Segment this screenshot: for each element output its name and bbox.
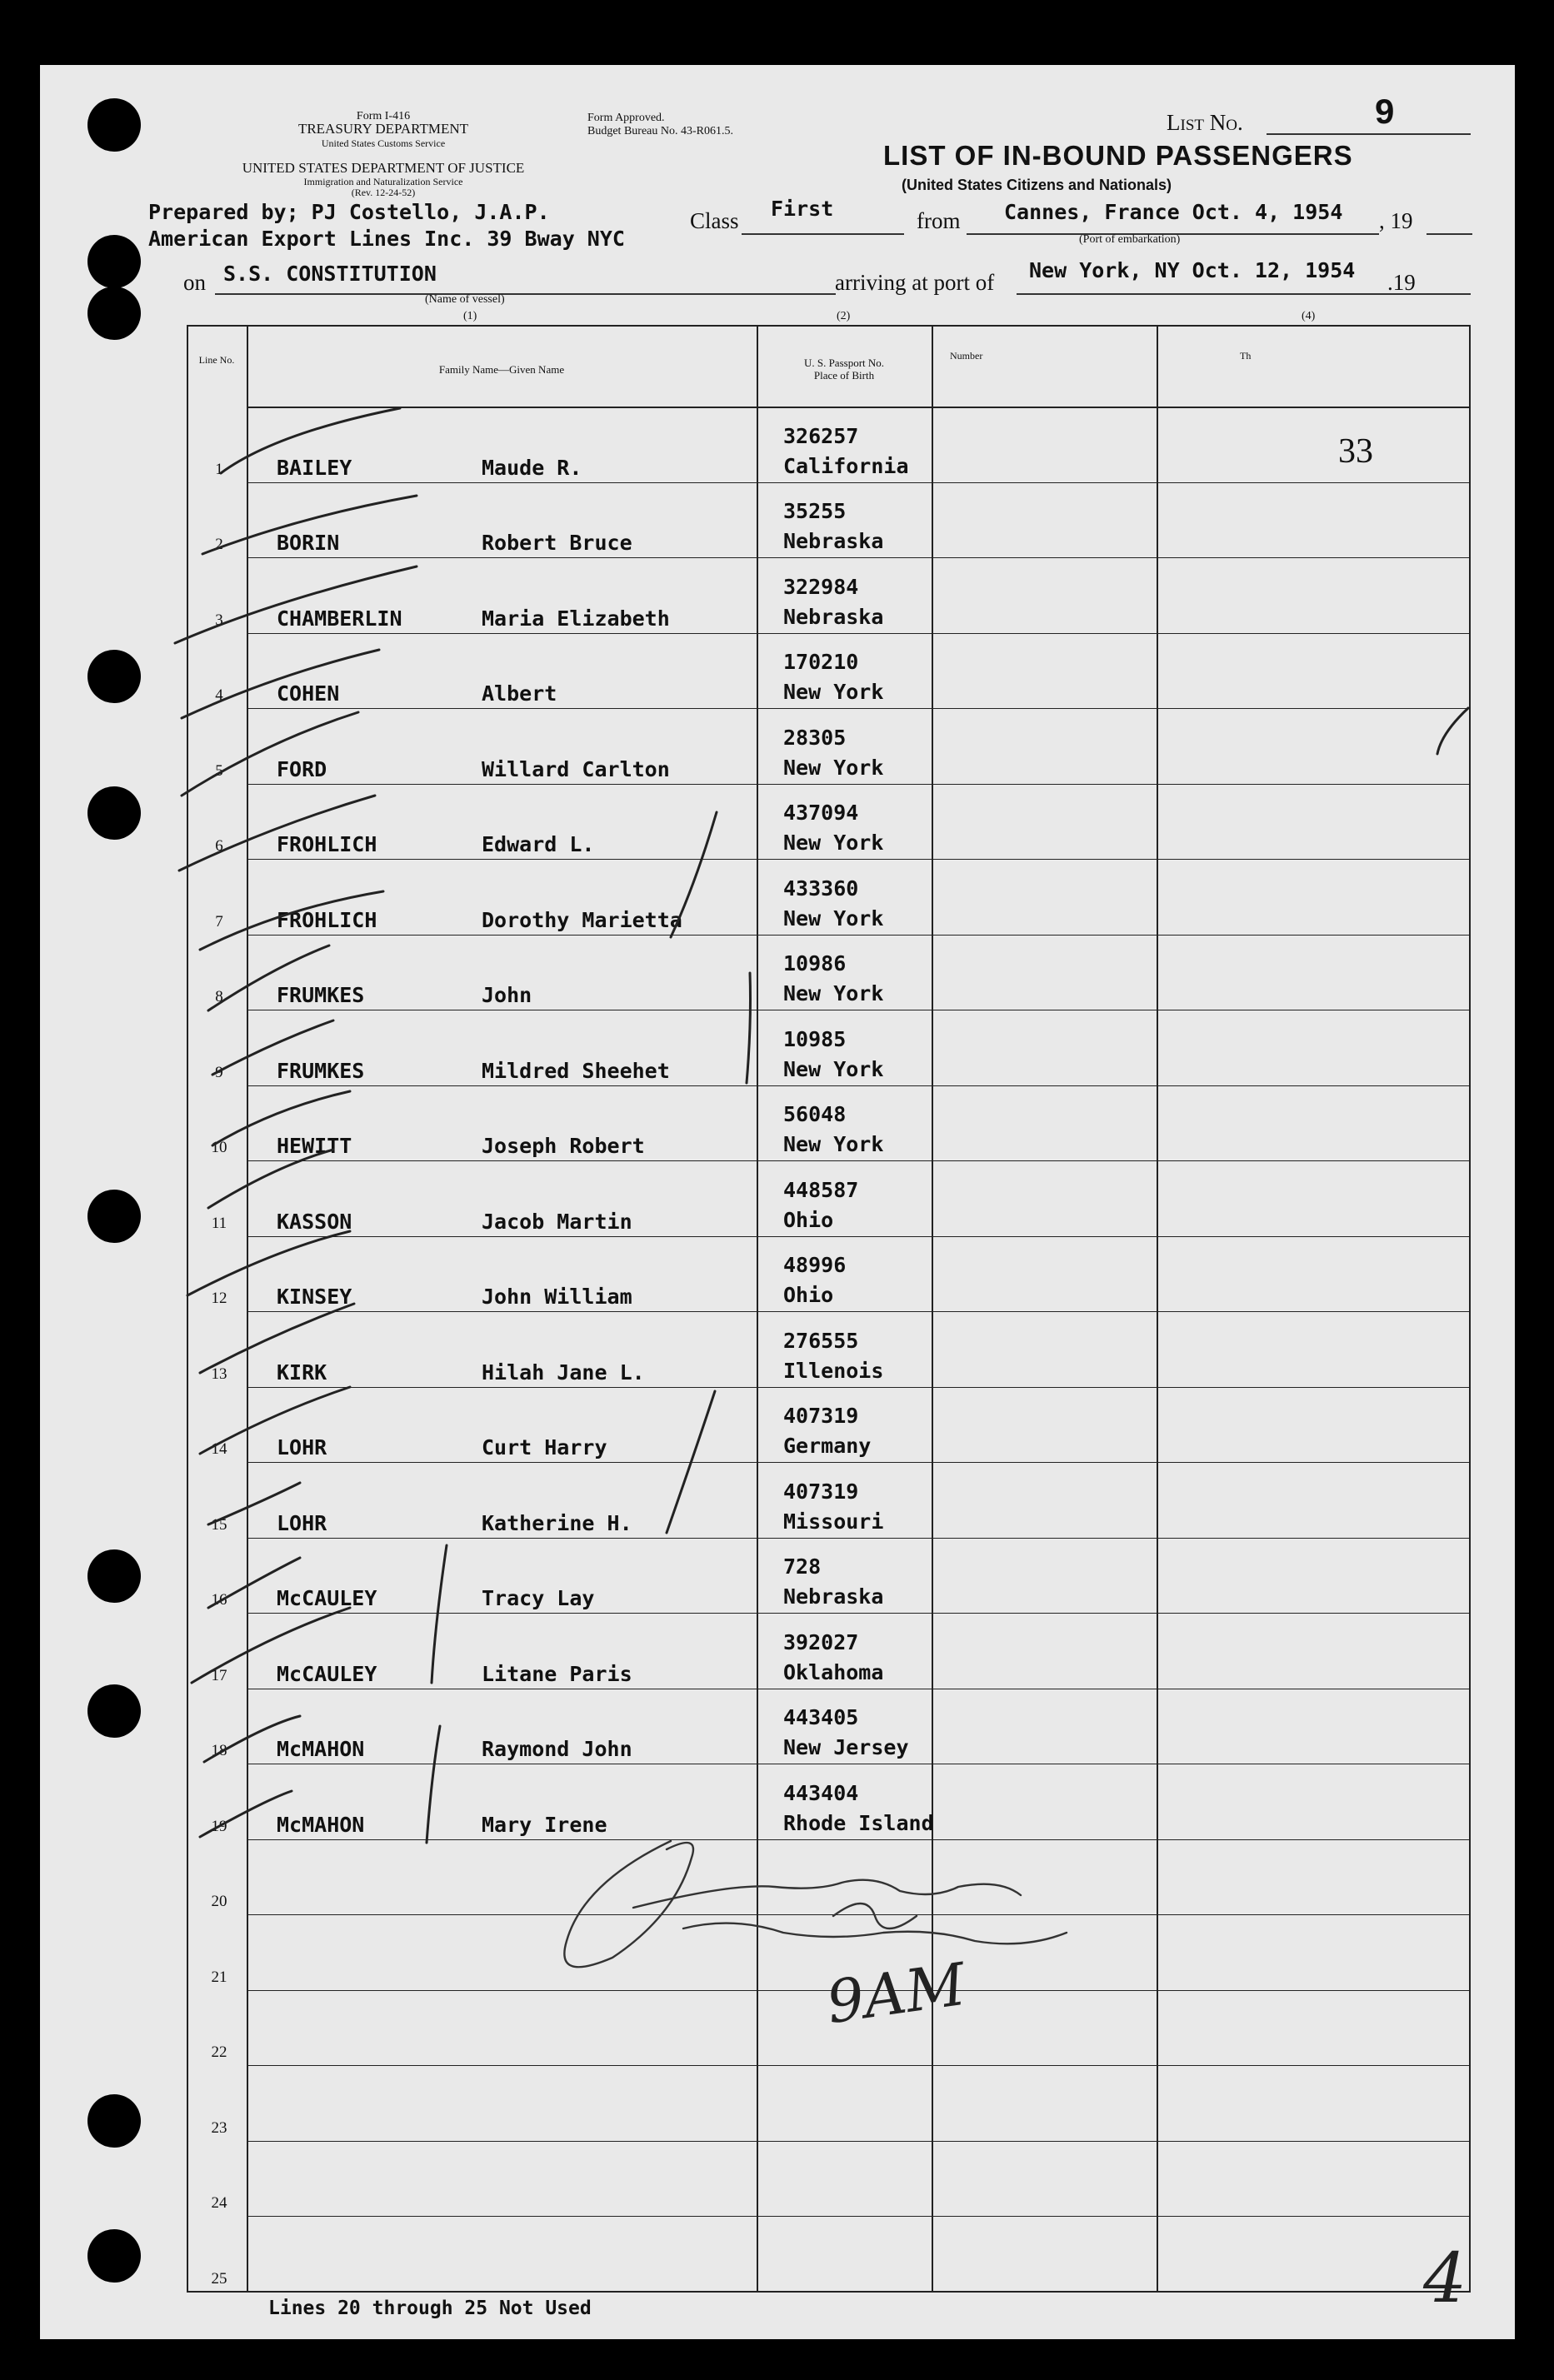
on-label: on [183, 270, 206, 295]
place-of-birth: Illenois [783, 1358, 884, 1383]
family-name: KINSEY [277, 1285, 352, 1309]
place-of-birth: New Jersey [783, 1735, 909, 1759]
family-name: CHAMBERLIN [277, 606, 402, 631]
family-name: BORIN [277, 531, 340, 555]
place-of-birth: New York [783, 755, 884, 780]
rev-date: (Rev. 12-24-52) [351, 187, 416, 198]
customs-service: United States Customs Service [321, 137, 446, 149]
from-value: Cannes, France Oct. 4, 1954 [1004, 200, 1343, 224]
agent-line: American Export Lines Inc. 39 Bway NYC [148, 227, 625, 251]
family-name: McCAULEY [277, 1586, 377, 1610]
given-name: Tracy Lay [482, 1586, 595, 1610]
given-name: Willard Carlton [482, 756, 670, 781]
year-suffix-2: .19 [1387, 270, 1416, 295]
row-line-number: 5 [215, 761, 223, 780]
given-name: Curt Harry [482, 1435, 607, 1459]
from-label: from [917, 208, 961, 233]
given-name: Maude R. [482, 455, 582, 480]
class-label: Class [690, 208, 739, 233]
row-line-number: 3 [215, 611, 223, 629]
passport-number: 170210 [783, 650, 859, 674]
year-suffix: , 19 [1379, 208, 1413, 233]
passport-number: 326257 [783, 423, 859, 448]
passport-number: 407319 [783, 1404, 859, 1428]
row-line-number: 8 [215, 988, 223, 1005]
footer-note: Lines 20 through 25 Not Used [268, 2298, 592, 2319]
arrival-value: New York, NY Oct. 12, 1954 [1029, 258, 1356, 282]
passport-number: 276555 [783, 1328, 859, 1353]
given-name: Jacob Martin [482, 1209, 632, 1234]
handwritten-time: 9AM [822, 1949, 970, 2038]
row-line-number: 21 [211, 1968, 227, 1986]
passport-number: 10986 [783, 951, 847, 975]
row-line-number: 22 [211, 2043, 227, 2061]
place-of-birth: New York [783, 906, 884, 931]
place-of-birth: New York [783, 981, 884, 1005]
row-line-number: 12 [211, 1290, 227, 1307]
passport-number: 56048 [783, 1102, 847, 1126]
given-name: Litane Paris [482, 1661, 632, 1686]
family-name: McMAHON [277, 1812, 365, 1837]
place-of-birth: Nebraska [783, 604, 884, 629]
given-name: Mary Irene [482, 1812, 607, 1837]
row-line-number: 9 [215, 1063, 223, 1081]
col4-number: (4) [1302, 310, 1316, 322]
row-line-number: 6 [215, 837, 223, 855]
row-line-number: 18 [211, 1742, 227, 1759]
form-number: Form I-416 [356, 110, 411, 122]
passport-number: 10985 [783, 1026, 847, 1051]
passport-number: 433360 [783, 876, 859, 901]
budget-bureau: Budget Bureau No. 43-R061.5. [587, 125, 733, 137]
col-header-number: Number [950, 350, 983, 362]
passport-number: 443404 [783, 1780, 859, 1805]
family-name: McMAHON [277, 1737, 365, 1761]
prepared-by: Prepared by; PJ Costello, J.A.P. [148, 200, 550, 224]
passport-number: 322984 [783, 574, 859, 599]
place-of-birth: California [783, 453, 909, 478]
passport-number: 443405 [783, 1705, 859, 1729]
row-line-number: 23 [211, 2118, 227, 2137]
row-line-number: 15 [211, 1515, 227, 1534]
place-of-birth: New York [783, 680, 884, 704]
given-name: Katherine H. [482, 1510, 632, 1535]
page-subtitle: (United States Citizens and Nationals) [902, 177, 1172, 193]
row-line-number: 13 [211, 1365, 227, 1383]
family-name: KIRK [277, 1360, 327, 1385]
place-of-birth: Germany [783, 1434, 872, 1458]
row-line-number: 11 [211, 1214, 227, 1232]
passport-number: 28305 [783, 725, 847, 750]
given-name: Dorothy Marietta [482, 907, 682, 932]
handwritten-corner-number: 4 [1423, 2239, 1467, 2318]
row-line-number: 16 [211, 1591, 227, 1609]
row-line-number: 10 [211, 1139, 227, 1156]
passport-number: 437094 [783, 801, 859, 825]
place-of-birth: Ohio [783, 1207, 834, 1232]
family-name: FORD [277, 756, 327, 781]
place-of-birth: Oklahoma [783, 1659, 884, 1684]
row-line-number: 19 [211, 1817, 227, 1835]
place-of-birth: New York [783, 1056, 884, 1081]
passport-number: 407319 [783, 1479, 859, 1504]
row-line-number: 20 [211, 1893, 227, 1910]
place-of-birth: Rhode Island [783, 1810, 934, 1835]
row-line-number: 1 [215, 460, 223, 478]
given-name: Maria Elizabeth [482, 606, 670, 631]
family-name: FROHLICH [277, 832, 377, 856]
row-line-number: 24 [211, 2194, 227, 2212]
arriving-label: arriving at port of [835, 270, 995, 295]
given-name: John [482, 983, 532, 1007]
given-name: Hilah Jane L. [482, 1360, 645, 1385]
place-of-birth: Missouri [783, 1509, 884, 1534]
row-line-number: 25 [211, 2269, 227, 2288]
col1-number: (1) [463, 310, 477, 322]
list-no-value: 9 [1375, 92, 1395, 131]
family-name: KASSON [277, 1209, 352, 1234]
given-name: Edward L. [482, 832, 595, 856]
family-name: FRUMKES [277, 1058, 365, 1083]
passport-number: 48996 [783, 1253, 847, 1277]
given-name: John William [482, 1285, 632, 1309]
place-of-birth: Ohio [783, 1283, 834, 1307]
family-name: McCAULEY [277, 1661, 377, 1686]
form-approved: Form Approved. [587, 112, 665, 124]
place-of-birth: New York [783, 1132, 884, 1156]
family-name: LOHR [277, 1435, 327, 1459]
place-of-birth: Nebraska [783, 1584, 884, 1609]
col-header-passport: U. S. Passport No. [803, 357, 885, 369]
col-header-col4: Th [1240, 350, 1252, 362]
family-name: FRUMKES [277, 983, 365, 1007]
given-name: Albert [482, 681, 557, 706]
row-line-number: 4 [215, 686, 223, 704]
col-header-birth: Place of Birth [813, 369, 875, 382]
place-of-birth: New York [783, 831, 884, 855]
vessel-label: (Name of vessel) [425, 293, 505, 306]
col2-number: (2) [837, 310, 851, 322]
list-no-label: List No. [1167, 110, 1243, 135]
class-value: First [771, 197, 834, 221]
place-of-birth: Nebraska [783, 529, 884, 553]
passport-number: 448587 [783, 1177, 859, 1202]
ins-service: Immigration and Naturalization Service [303, 176, 463, 187]
passport-number: 392027 [783, 1629, 859, 1654]
family-name: LOHR [277, 1510, 327, 1535]
given-name: Mildred Sheehet [482, 1058, 670, 1083]
family-name: COHEN [277, 681, 340, 706]
passport-number: 728 [783, 1554, 822, 1579]
row-line-number: 14 [211, 1440, 227, 1458]
page-title: LIST OF IN-BOUND PASSENGERS [883, 140, 1353, 171]
row-line-number: 7 [215, 912, 223, 931]
family-name: FROHLICH [277, 907, 377, 932]
given-name: Joseph Robert [482, 1134, 645, 1158]
given-name: Raymond John [482, 1737, 632, 1761]
port-embark-label: (Port of embarkation) [1079, 233, 1181, 246]
row-line-number: 2 [215, 536, 223, 553]
treasury-dept: TREASURY DEPARTMENT [297, 121, 469, 137]
row-line-number: 17 [211, 1666, 227, 1684]
col-header-line-no: Line No. [198, 354, 235, 366]
dept-justice: UNITED STATES DEPARTMENT OF JUSTICE [242, 160, 525, 176]
col-header-name: Family Name—Given Name [438, 363, 565, 376]
vessel-name: S.S. CONSTITUTION [223, 262, 437, 286]
passport-number: 35255 [783, 499, 847, 523]
annotation-count: 33 [1338, 432, 1373, 471]
given-name: Robert Bruce [482, 531, 632, 555]
family-name: BAILEY [277, 455, 352, 480]
family-name: HEWITT [277, 1134, 352, 1158]
